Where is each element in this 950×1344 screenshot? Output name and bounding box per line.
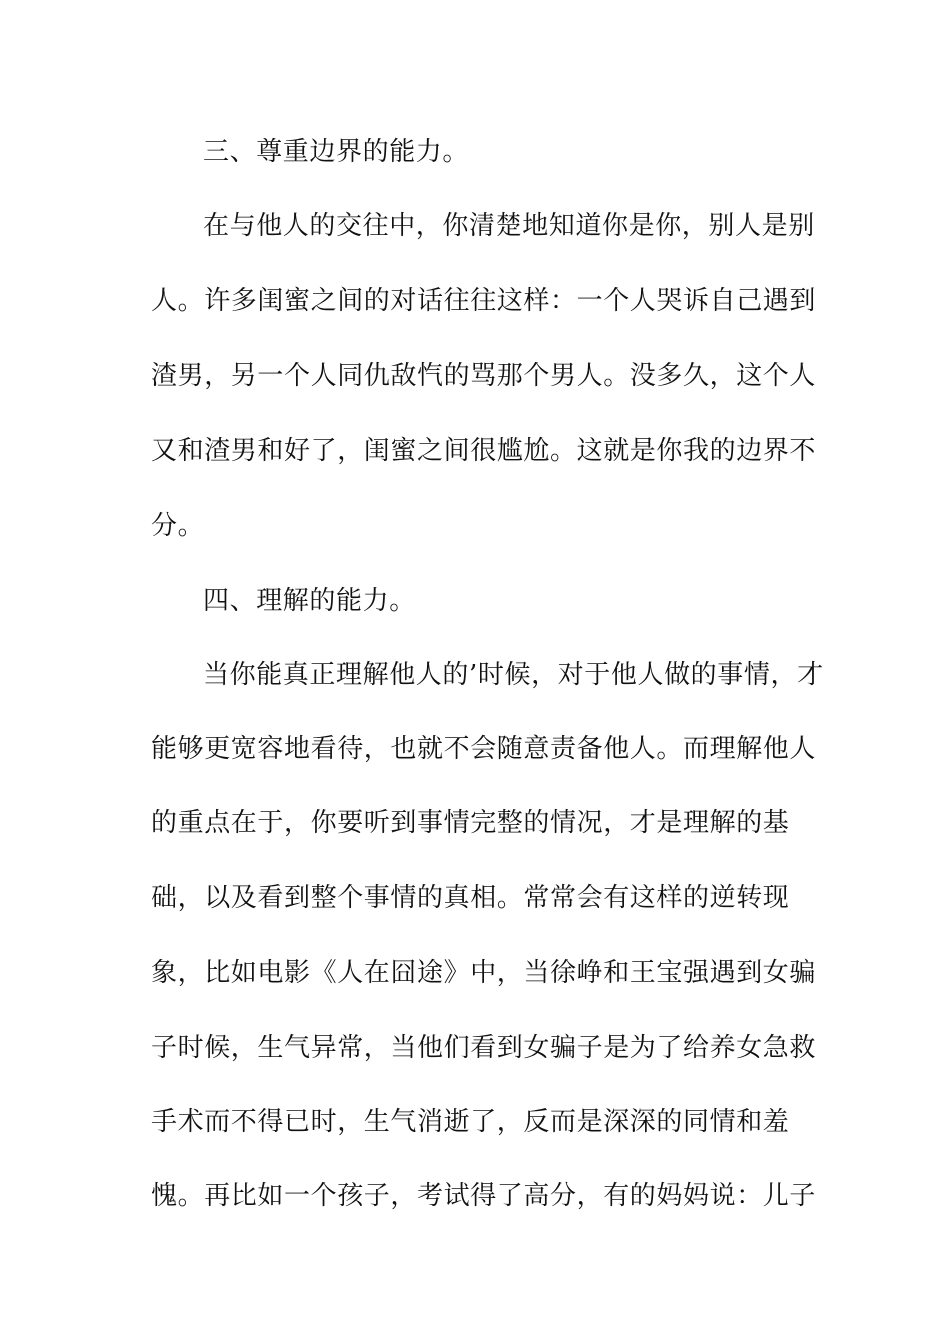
paragraph-line: 愧。再比如一个孩子，考试得了高分，有的妈妈说：儿子 (151, 1181, 817, 1211)
paragraph-line: 的重点在于，你要听到事情完整的情况，才是理解的基 (151, 808, 790, 838)
paragraph-line: 在与他人的交往中，你清楚地知道你是你，别人是别 (203, 211, 815, 241)
paragraph-line: 人。许多闺蜜之间的对话往往这样：一个人哭诉自己遇到 (151, 286, 817, 316)
section-heading-3: 三、尊重边界的能力。 (203, 137, 470, 167)
paragraph-line: 渣男，另一个人同仇敌忾的骂那个男人。没多久，这个人 (151, 361, 817, 391)
paragraph-line: 子时候，生气异常，当他们看到女骗子是为了给养女急救 (151, 1033, 817, 1063)
paragraph-line: 手术而不得已时，生气消逝了，反而是深深的同情和羞 (151, 1107, 790, 1137)
paragraph-line: 又和渣男和好了，闺蜜之间很尴尬。这就是你我的边界不 (151, 436, 817, 466)
paragraph-line: 分。 (151, 511, 205, 541)
paragraph-line: 础，以及看到整个事情的真相。常常会有这样的逆转现 (151, 883, 790, 913)
paragraph-line: 象，比如电影《人在囧途》中，当徐峥和王宝强遇到女骗 (151, 958, 817, 988)
paragraph-line: 能够更宽容地看待，也就不会随意责备他人。而理解他人 (151, 734, 817, 764)
paragraph-line: 当你能真正理解他人的’时候，对于他人做的事情，才 (203, 660, 824, 690)
section-heading-4: 四、理解的能力。 (203, 586, 416, 616)
